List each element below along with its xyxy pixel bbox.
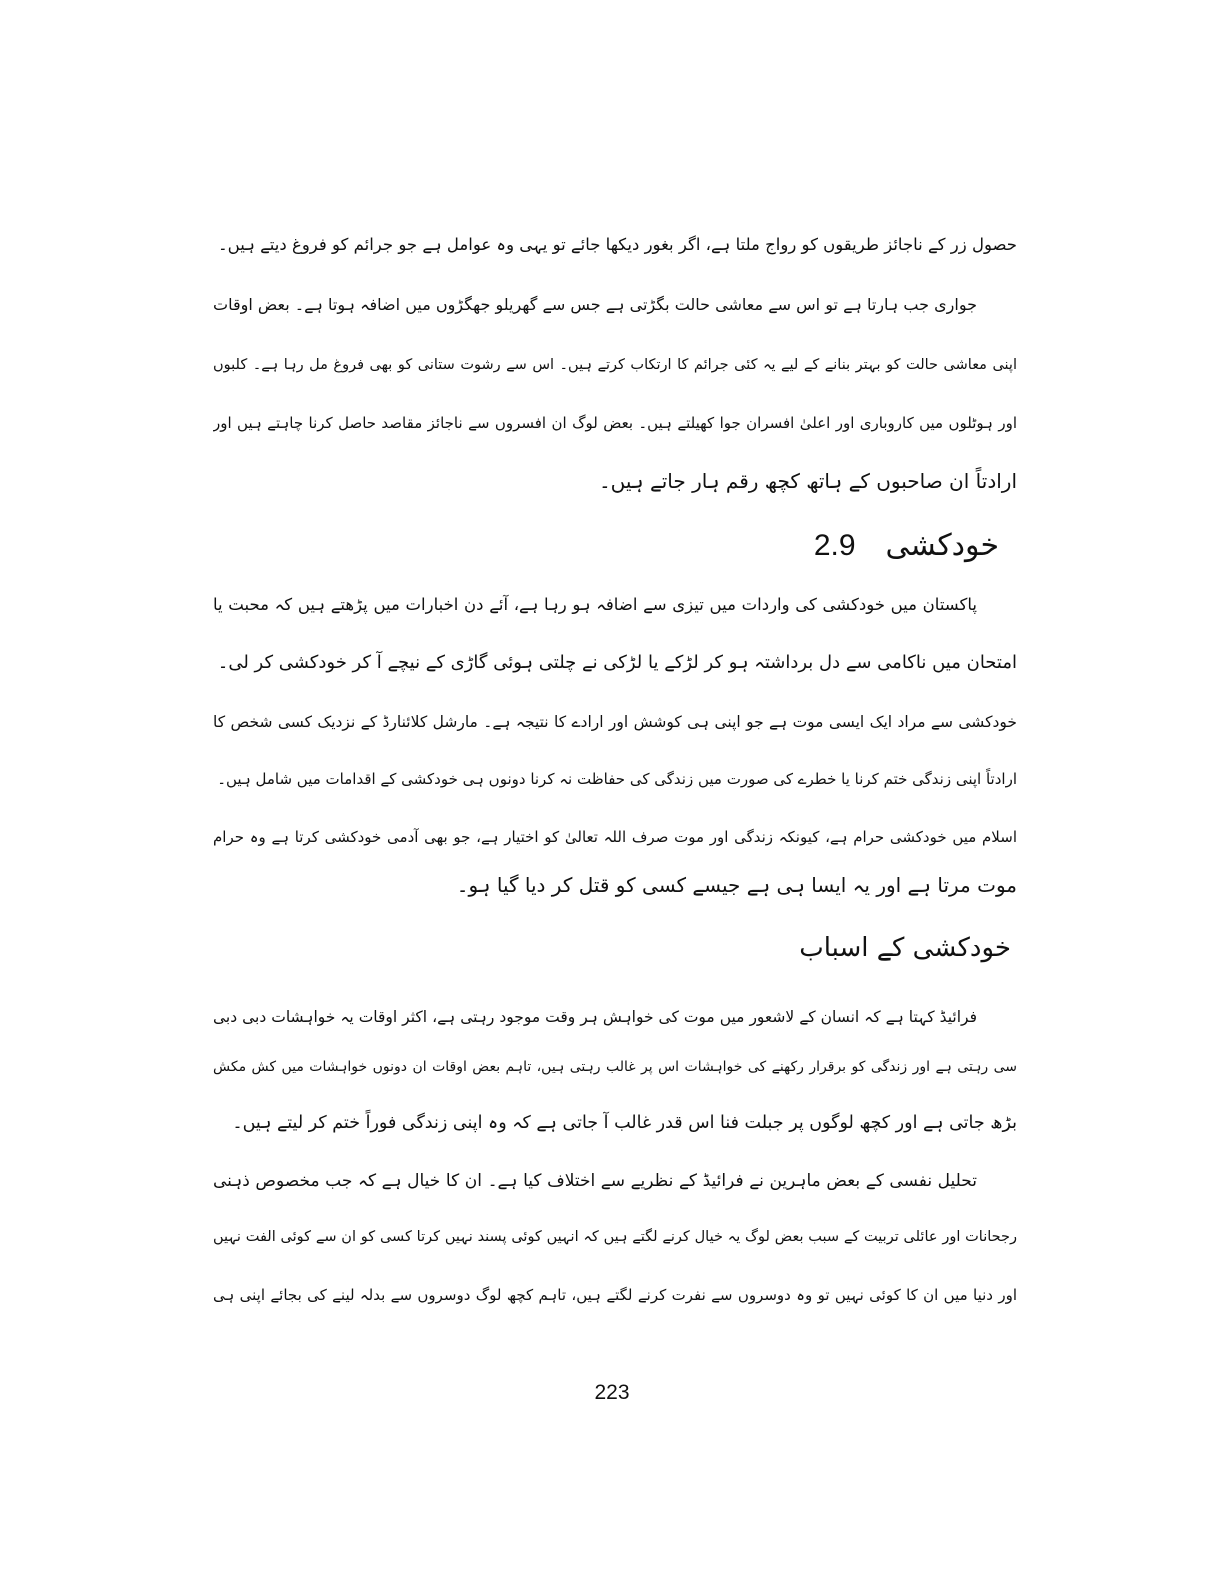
- paragraph-2-line-2: اپنی معاشی حالت کو بہتر بنانے کے لیے یہ کئی جرائم کا ارتکاب کرتے ہیں۔ اس سے رشوت ستانی کو بھی فروغ مل رہا ہے۔ کلبوں: [213, 357, 1017, 373]
- page-number: 223: [594, 1381, 630, 1404]
- subsection-paragraph-1-line-2: سی رہتی ہے اور زندگی کو برقرار رکھنے کی خواہشات اس پر غالب رہتی ہیں، تاہم بعض اوقات ان دونوں خواہشات میں کش مکش: [213, 1059, 1017, 1075]
- subsection-paragraph-2-line-3: اور دنیا میں ان کا کوئی نہیں تو وہ دوسروں سے نفرت کرنے لگتے ہیں، تاہم کچھ لوگ دوسروں سے بدلہ لینے کی بجائے اپنی ہی: [213, 1286, 1017, 1304]
- section-heading: [814, 524, 999, 568]
- section-title: خودکشی: [885, 528, 999, 563]
- section-number: 2.9: [813, 529, 856, 562]
- section-paragraph-2-line-2: ارادتاً اپنی زندگی ختم کرنا یا خطرے کی صورت میں زندگی کی حفاظت نہ کرنا دونوں ہی خودکشی کے اقدامات میں شامل ہیں۔: [217, 770, 1017, 788]
- paragraph-2-line-4: ارادتاً ان صاحبوں کے ہاتھ کچھ رقم ہار جاتے ہیں۔: [598, 469, 1017, 493]
- subsection-paragraph-1-line-3: بڑھ جاتی ہے اور کچھ لوگوں پر جبلت فنا اس قدر غالب آ جاتی ہے کہ وہ اپنی زندگی فوراً ختم کر لیتے ہیں۔: [232, 1113, 1017, 1133]
- subsection-paragraph-2-line-1: تحلیل نفسی کے بعض ماہرین نے فرائیڈ کے نظریے سے اختلاف کیا ہے۔ ان کا خیال ہے کہ جب مخصوص ذہنی: [213, 1171, 977, 1191]
- paragraph-1-line-1: حصول زر کے ناجائز طریقوں کو رواج ملتا ہے، اگر بغور دیکھا جائے تو یہی وہ عوامل ہے جو جرائم کو فروغ دیتے ہیں۔: [218, 235, 1017, 254]
- subsection-paragraph-1-line-1: فرائیڈ کہتا ہے کہ انسان کے لاشعور میں موت کی خواہش ہر وقت موجود رہتی ہے، اکثر اوقات یہ خواہشات دبی دبی: [213, 1008, 977, 1026]
- section-paragraph-1-line-2: امتحان میں ناکامی سے دل برداشتہ ہو کر لڑکے یا لڑکی نے چلتی ہوئی گاڑی کے نیچے آ کر خودکشی کر لی۔: [217, 652, 1017, 673]
- paragraph-2-line-1: جواری جب ہارتا ہے تو اس سے معاشی حالت بگڑتی ہے جس سے گھریلو جھگڑوں میں اضافہ ہوتا ہے۔ بعض اوقات: [213, 295, 977, 314]
- subsection-paragraph-2-line-2: رجحانات اور عائلی تربیت کے سبب بعض لوگ یہ خیال کرنے لگتے ہیں کہ انہیں کوئی پسند نہیں کرتا کسی کو ان سے کوئی الفت نہیں: [213, 1229, 1017, 1245]
- section-paragraph-3-line-2: موت مرتا ہے اور یہ ایسا ہی ہے جیسے کسی کو قتل کر دیا گیا ہو۔: [456, 873, 1017, 897]
- section-paragraph-1-line-1: پاکستان میں خودکشی کی واردات میں تیزی سے اضافہ ہو رہا ہے، آئے دن اخبارات میں پڑھتے ہیں کہ محبت یا: [213, 595, 977, 614]
- section-paragraph-2-line-1: خودکشی سے مراد ایک ایسی موت ہے جو اپنی ہی کوشش اور ارادے کا نتیجہ ہے۔ مارشل کلائنارڈ کے نزدیک کسی شخص کا: [213, 713, 1017, 731]
- subsection-heading: خودکشی کے اسباب: [799, 933, 1011, 963]
- paragraph-2-line-3: اور ہوٹلوں میں کاروباری اور اعلیٰ افسران جوا کھیلتے ہیں۔ بعض لوگ ان افسروں سے ناجائز مقاصد حاصل کرنا چاہتے ہیں اور: [213, 414, 1017, 432]
- section-paragraph-3-line-1: اسلام میں خودکشی حرام ہے، کیونکہ زندگی اور موت صرف اللہ تعالیٰ کو اختیار ہے، جو بھی آدمی خودکشی کرتا ہے وہ حرام: [213, 828, 1017, 846]
